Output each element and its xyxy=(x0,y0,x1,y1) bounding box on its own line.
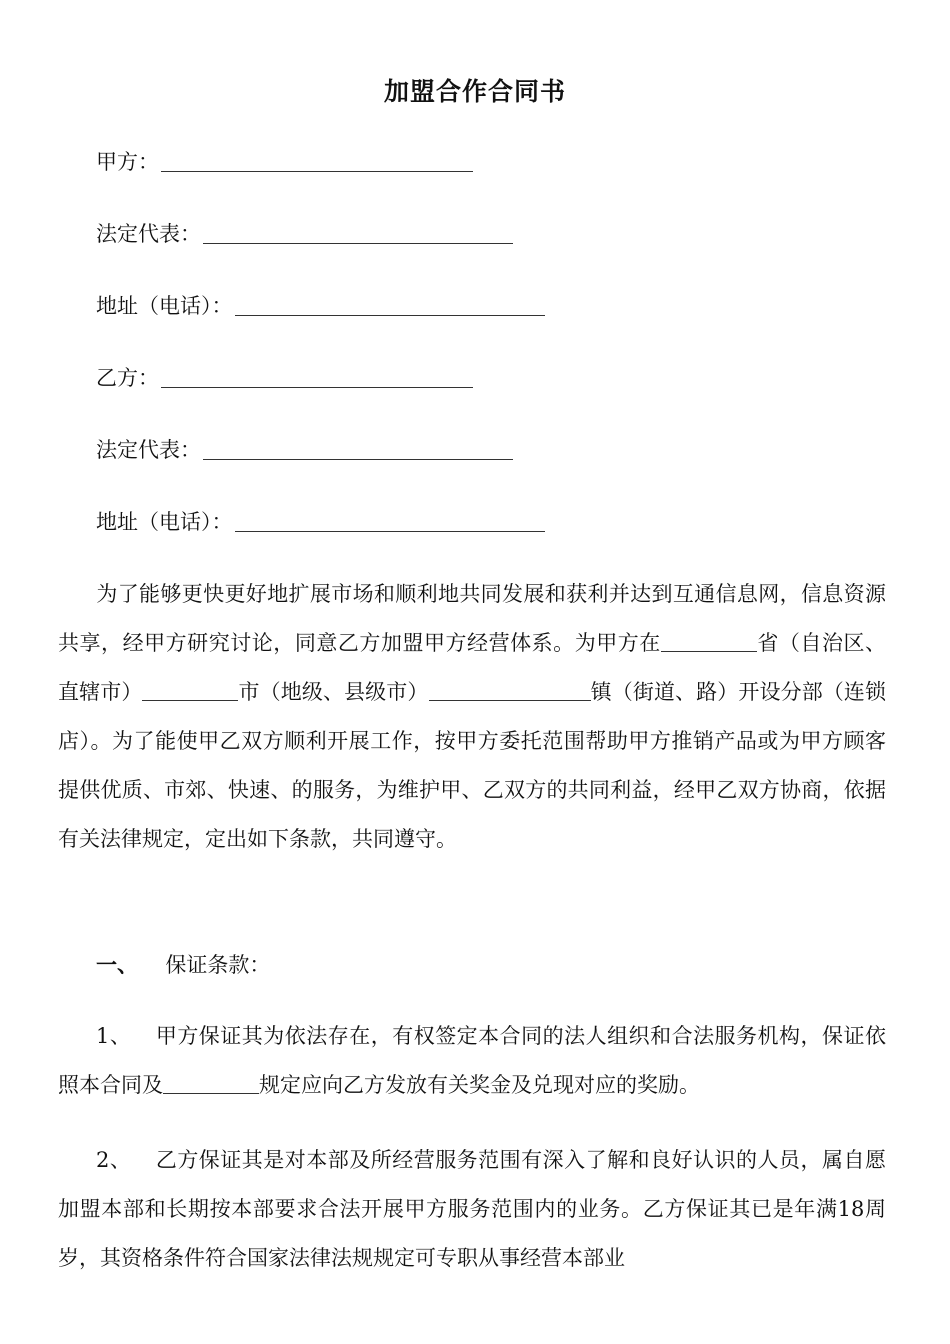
party-b-label: 乙方： xyxy=(96,366,159,390)
party-b-rep-blank[interactable] xyxy=(203,439,513,460)
party-b-rep-label: 法定代表： xyxy=(96,438,201,462)
party-b-blank[interactable] xyxy=(161,367,473,388)
party-b-field xyxy=(96,364,473,392)
clause-1-text-2: 规定应向乙方发放有关奖金及兑现对应的奖励。 xyxy=(259,1073,700,1097)
party-a-rep-label: 法定代表： xyxy=(96,222,201,246)
intro-text-4: 镇（街道、路）开设分部（连锁店）。为了能使甲乙双方顺利开展工作，按甲方委托范围帮助甲方推销产品或为甲方顾客提供优质、市郊、快速、的服务，为维护甲、乙双方的共同利益，经甲乙双方协商，依据有关法律规定，定出如下条款，共同遵守。 xyxy=(58,680,887,851)
party-a-label: 甲方： xyxy=(96,150,159,174)
intro-text-1: 为了能够更快更好地扩展市场和顺利地共同发展和获利并达到互通信息网，信息资源共享，经甲方研究讨论，同意乙方加盟甲方经营体系。为甲方在 xyxy=(58,582,886,655)
clause-2-number: 2、 xyxy=(96,1148,132,1172)
intro-paragraph xyxy=(58,570,886,864)
clause-1-blank[interactable] xyxy=(163,1073,259,1094)
clause-2-text-1: 乙方保证其是对本部及所经营服务范围有深入了解和良好认识的人员，属自愿加盟本部和长期按本部要求合法开展甲方服务范围内的业务。乙方保证其已是年满18周岁，其资格条件符合国家法律法规规定可专职从事经营本部业 xyxy=(58,1148,886,1270)
party-a-rep-blank[interactable] xyxy=(203,223,513,244)
city-blank[interactable] xyxy=(142,680,238,701)
province-blank-cont[interactable] xyxy=(721,631,757,652)
clause-2 xyxy=(58,1136,886,1283)
party-b-rep-field xyxy=(96,436,513,464)
party-a-addr-label: 地址（电话）： xyxy=(96,294,233,318)
section-1-label: 保证条款： xyxy=(165,953,271,977)
party-a-addr-field xyxy=(96,292,545,320)
party-a-field xyxy=(96,148,473,176)
province-blank[interactable] xyxy=(661,631,721,652)
party-a-addr-blank[interactable] xyxy=(235,295,545,316)
section-1-number: 一、 xyxy=(96,953,138,977)
document-title: 加盟合作合同书 xyxy=(383,77,566,106)
section-1-heading xyxy=(96,950,270,980)
party-a-blank[interactable] xyxy=(161,151,473,172)
clause-1 xyxy=(58,1012,886,1110)
intro-text-2: 省（自治区、直辖市） xyxy=(58,631,887,704)
intro-text-3: 市（地级、县级市） xyxy=(238,680,429,704)
party-b-addr-blank[interactable] xyxy=(235,511,545,532)
town-blank[interactable] xyxy=(429,680,591,701)
party-b-addr-label: 地址（电话）： xyxy=(96,510,233,534)
clause-1-number: 1、 xyxy=(96,1024,132,1048)
clause-1-text-1: 甲方保证其为依法存在，有权签定本合同的法人组织和合法服务机构，保证依照本合同及 xyxy=(58,1024,886,1097)
party-a-rep-field xyxy=(96,220,513,248)
party-b-addr-field xyxy=(96,508,545,536)
